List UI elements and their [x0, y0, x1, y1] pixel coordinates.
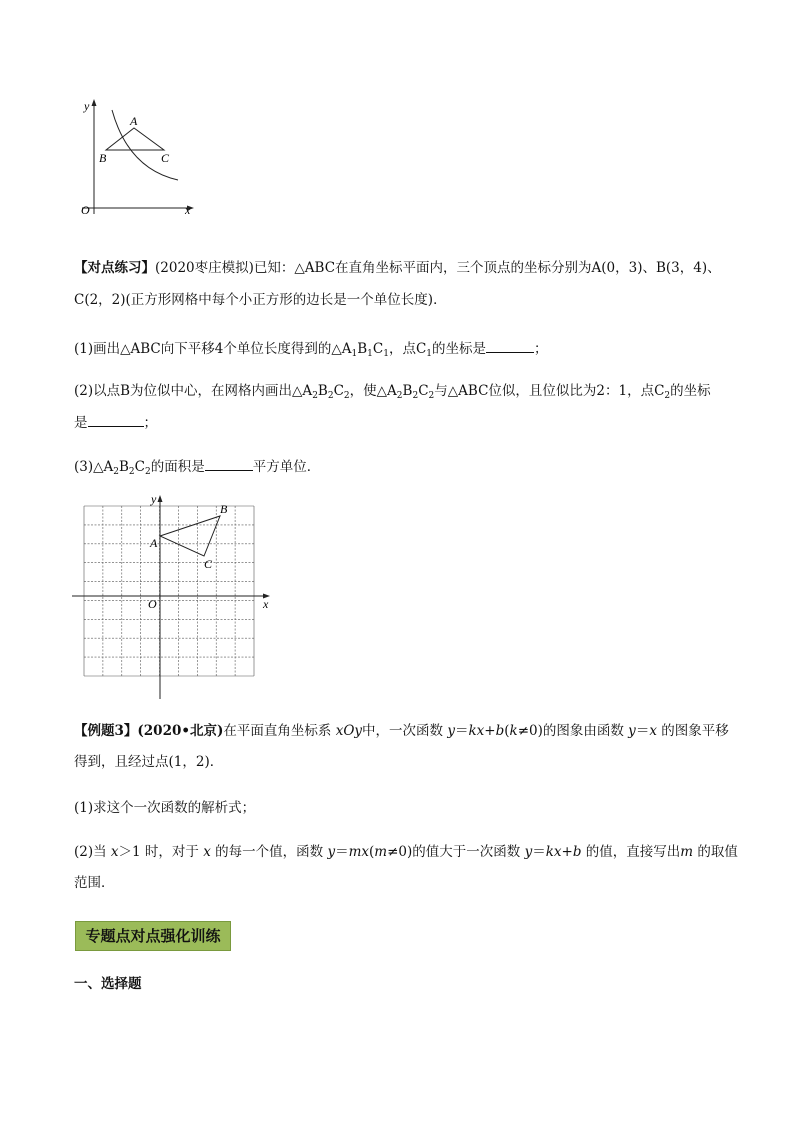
q2-text-e: B [402, 383, 413, 399]
q2-text-a: (2)以点B为位似中心，在网格内画出△A [74, 383, 313, 399]
fig2-label-origin: O [148, 597, 157, 611]
q2-text-g: 与△ABC位似，且位似比为2：1，点C [434, 383, 665, 399]
ex3-t: x [335, 723, 344, 739]
q1-sub: 1 [426, 349, 433, 359]
practice-line-2 [74, 290, 447, 310]
q3-text-b: B [119, 459, 129, 475]
q1-answer-blank[interactable] [486, 338, 534, 353]
q2-text-b: B [317, 383, 328, 399]
practice-stem-1: 已知：△ABC在直角坐标平面内，三个顶点的坐标分别为A(0，3)、B(3，4)、 [253, 260, 721, 276]
fig1-label-x: x [185, 203, 191, 217]
example3-line-1 [74, 721, 729, 741]
fig2-triangle-abc [160, 516, 220, 556]
section-badge: 专题点对点强化训练 [75, 921, 231, 951]
ex3-q2-t: y [524, 844, 533, 860]
q2-text-c: C [333, 383, 344, 399]
ex3-t: 在平面直角坐标系 [223, 723, 336, 739]
q2-text-line2a: 是 [74, 415, 88, 431]
q2-sub: 2 [664, 391, 671, 401]
section-heading: 一、选择题 [74, 976, 142, 992]
q3-sub: 2 [128, 467, 135, 477]
q3-text-d: 的面积是 [150, 459, 205, 475]
ex3-t: 中，一次函数 [362, 723, 448, 739]
q3-answer-blank[interactable] [205, 456, 253, 471]
ex3-line2-text: 得到，且经过点(1，2)． [74, 754, 224, 770]
fig1-label-y: y [84, 99, 90, 113]
q1-sub: 1 [367, 349, 373, 359]
ex3-q2-t: 的值，直接写出 [581, 844, 681, 860]
fig2-label-x: x [263, 597, 269, 611]
figure-1-hyperbola [72, 96, 202, 222]
q3-sub: 2 [145, 467, 151, 477]
ex3-q2-t: m [374, 844, 388, 860]
fig1-label-B: B [99, 151, 107, 165]
figure-2-grid [70, 492, 280, 704]
ex3-t: O [343, 723, 355, 739]
practice-stem-2: C(2，2)(正方形网格中每个小正方形的边长是一个单位长度)． [74, 292, 447, 308]
practice-q2-line-2 [74, 412, 157, 433]
ex3-t: + [484, 723, 496, 739]
fig1-y-arrow [92, 99, 97, 106]
ex3-q2-t: 的取值 [693, 844, 738, 860]
example3-source: (2020•北京) [137, 723, 224, 739]
practice-q1 [74, 338, 548, 364]
ex3-t: k [509, 723, 518, 739]
example3-q2-line-2 [74, 873, 115, 893]
ex3-q2-t: y [327, 844, 336, 860]
q1-text-f: ； [534, 341, 548, 357]
ex3-q2-t: (2)当 [74, 844, 111, 860]
fig2-label-B: B [220, 502, 228, 516]
fig2-label-A: A [150, 536, 158, 550]
q3-text-e: 平方单位． [252, 459, 321, 475]
q2-sub: 2 [327, 391, 334, 401]
q3-text-a: (3)△A [74, 459, 114, 475]
fig1-curve [112, 110, 178, 180]
example3-tag: 【例题3】 [74, 723, 138, 739]
q2-text-line2b: ； [143, 415, 157, 431]
ex3-q2-t: x [110, 844, 119, 860]
ex3-q2-t: mx [348, 844, 369, 860]
ex3-t: 的图象平移 [656, 723, 729, 739]
practice-tag: 【对点练习】 [74, 260, 155, 276]
q2-text-f: C [418, 383, 429, 399]
q1-text-a: (1)画出△ABC向下平移4个单位长度得到的△A [74, 341, 352, 357]
ex3-t: ( [504, 723, 510, 739]
ex3-q2-t: b [572, 844, 582, 860]
ex3-t: y [447, 723, 455, 739]
q1-sub: 1 [351, 349, 358, 359]
q1-text-b: B [357, 341, 368, 357]
q2-text-d: ，使△A [349, 383, 397, 399]
q1-text-c: C [372, 341, 384, 357]
q2-sub: 2 [343, 391, 350, 401]
q2-text-h: 的坐标 [670, 383, 711, 399]
q2-sub: 2 [396, 391, 403, 401]
example3-q1 [74, 798, 255, 818]
ex3-q2-t: ( [369, 844, 375, 860]
fig2-label-y: y [151, 492, 157, 506]
practice-source: (2020枣庄模拟) [155, 260, 254, 276]
ex3-t: b [495, 723, 505, 739]
fig1-label-C: C [161, 151, 170, 165]
example3-q2-line-1 [74, 842, 738, 862]
q3-sub: 2 [113, 467, 119, 477]
fig2-y-arrow [158, 495, 163, 502]
fig1-triangle [106, 128, 164, 150]
ex3-q2-t: ≠0)的值大于一次函数 [387, 844, 525, 860]
q2-answer-blank[interactable] [88, 412, 144, 427]
q1-sub: 1 [383, 349, 389, 359]
fig1-label-A: A [130, 114, 138, 128]
ex3-q2-t: 的每一个值，函数 [210, 844, 328, 860]
ex3-q2-t: + [561, 844, 573, 860]
fig1-label-origin: O [81, 203, 90, 217]
practice-q2-line-1 [74, 381, 711, 406]
q3-text-c: C [134, 459, 145, 475]
q2-sub: 2 [312, 391, 318, 401]
ex3-t: ＝ [635, 723, 650, 739]
ex3-q2-t: m [680, 844, 694, 860]
ex3-q2-t: ＝ [335, 844, 349, 860]
example3-line-2 [74, 752, 223, 772]
q2-sub: 2 [428, 391, 435, 401]
ex3-t: x [649, 723, 657, 739]
q2-sub: 2 [412, 391, 419, 401]
ex3-t: kx [468, 723, 485, 739]
practice-line-1 [74, 258, 721, 278]
fig2-grid-lines [84, 506, 254, 676]
ex3-t: ＝ [454, 723, 469, 739]
ex3-q1-text: (1)求这个一次函数的解析式； [74, 800, 256, 816]
ex3-q2-t: kx [545, 844, 562, 860]
practice-q3 [74, 456, 320, 482]
ex3-t: y [628, 723, 636, 739]
q1-text-d: ，点C [388, 341, 427, 357]
ex3-t: y [354, 723, 363, 739]
ex3-q2-t: ＞1 时，对于 [118, 844, 204, 860]
ex3-q2-t: x [203, 844, 211, 860]
ex3-q2-t: ＝ [532, 844, 546, 860]
fig2-label-C: C [204, 557, 213, 571]
ex3-t: ≠0)的图象由函数 [517, 723, 629, 739]
q1-text-e: 的坐标是 [432, 341, 487, 357]
ex3-q2-line2-text: 范围． [74, 875, 115, 891]
